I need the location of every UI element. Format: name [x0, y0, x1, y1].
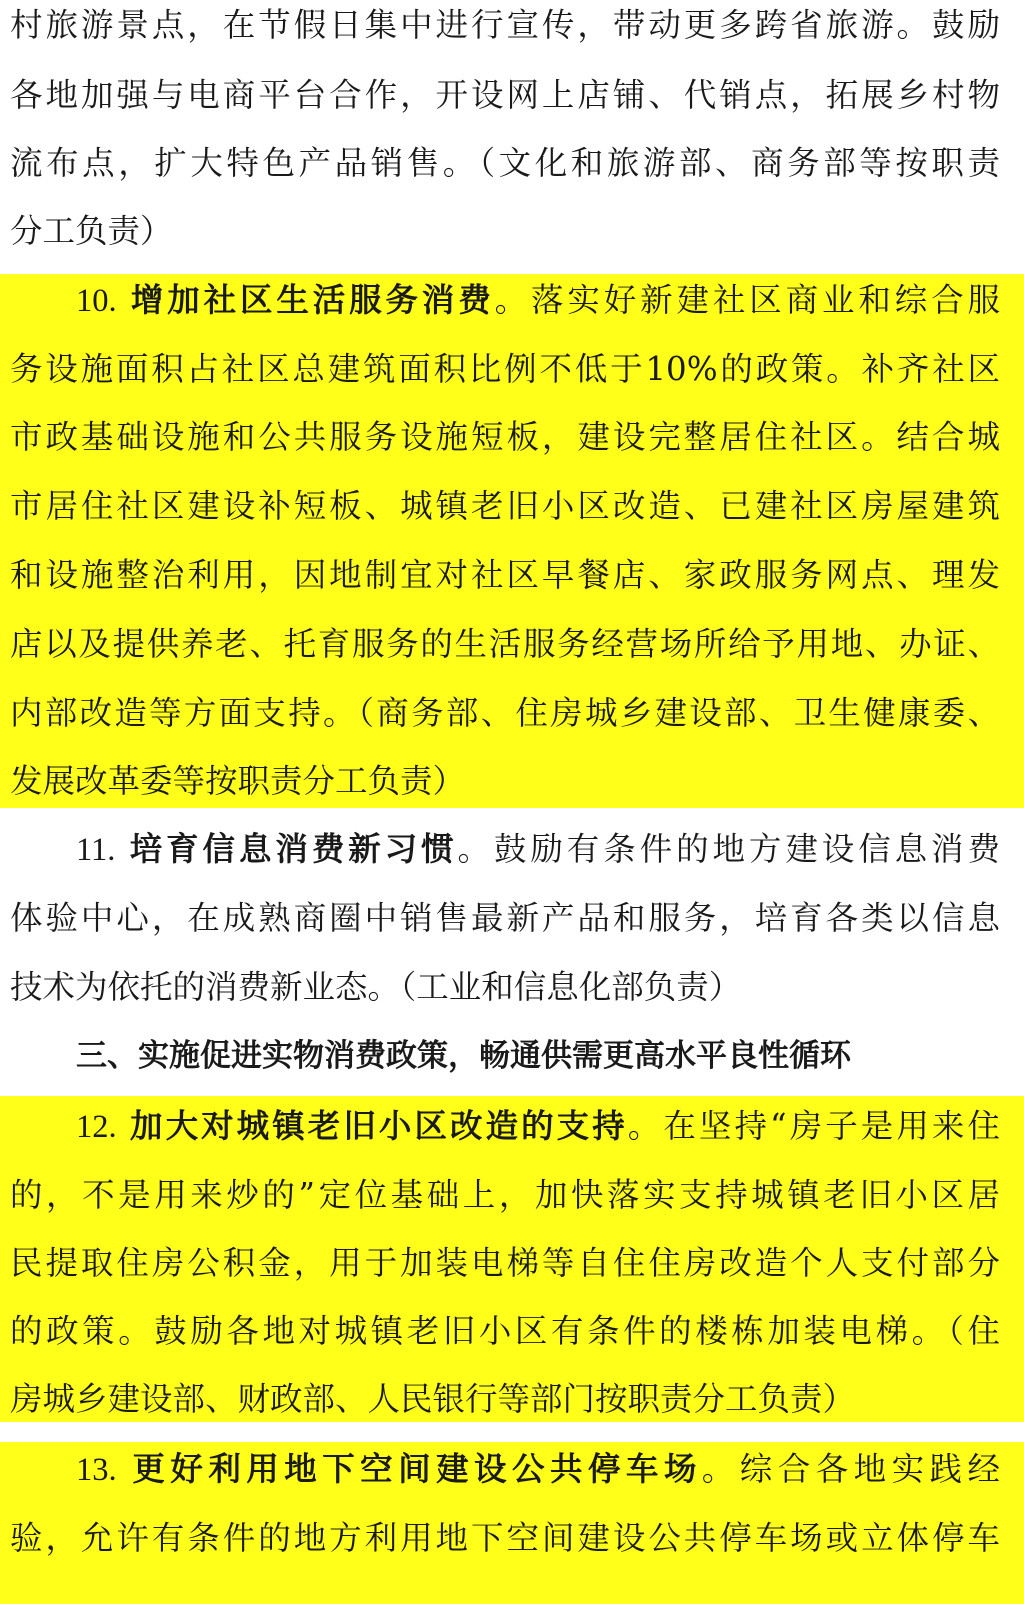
- item-title: 更好利用地下空间建设公共停车场: [132, 1449, 702, 1488]
- item-12-highlight: [0, 1096, 1024, 1422]
- item-first-line-text: 。落实好新建社区商业和综合服: [494, 281, 1000, 319]
- paragraph-line: 村旅游景点，在节假日集中进行宣传，带动更多跨省旅游。鼓励: [10, 6, 1000, 44]
- item-10-first-line: [76, 265, 1000, 335]
- item-first-line-text: 。在坚持“房子是用来住: [627, 1107, 1000, 1145]
- paragraph-line: 店以及提供养老、托育服务的生活服务经营场所给予用地、办证、: [10, 625, 1000, 663]
- paragraph-line: 流布点，扩大特色产品销售。（文化和旅游部、商务部等按职责: [10, 144, 1000, 182]
- paragraph-line: 市居住社区建设补短板、城镇老旧小区改造、已建社区房屋建筑: [10, 487, 1000, 525]
- item-13-first-line: [76, 1434, 1000, 1504]
- item-11: [0, 812, 1024, 1024]
- item-first-line-text: 。鼓励有条件的地方建设信息消费: [457, 830, 1000, 868]
- paragraph-line: 房城乡建设部、财政部、人民银行等部门按职责分工负责）: [10, 1380, 856, 1418]
- paragraph-line: 民提取住房公积金，用于加装电梯等自住住房改造个人支付部分: [10, 1244, 1000, 1282]
- paragraph-line: 务设施面积占社区总建筑面积比例不低于10%的政策。补齐社区: [10, 350, 1000, 388]
- paragraph-line: 体验中心，在成熟商圈中销售最新产品和服务，培育各类以信息: [10, 899, 1000, 937]
- item-number: 11.: [76, 832, 116, 868]
- paragraph-line: 的政策。鼓励各地对城镇老旧小区有条件的楼栋加装电梯。（住: [10, 1312, 1000, 1350]
- paragraph-line: 验，允许有条件的地方利用地下空间建设公共停车场或立体停车: [10, 1519, 1000, 1557]
- section-heading-block: [0, 1024, 1024, 1096]
- item-13-highlight: [0, 1442, 1024, 1604]
- paragraph-line: 发展改革委等按职责分工负责）: [10, 762, 466, 800]
- item-number: 10.: [76, 283, 117, 319]
- paragraph-line: 技术为依托的消费新业态。（工业和信息化部负责）: [10, 968, 742, 1006]
- item-number: 12.: [76, 1109, 117, 1145]
- item-number: 13.: [76, 1452, 117, 1488]
- section-heading: 三、实施促进实物消费政策，畅通供需更高水平良性循环: [76, 1038, 851, 1074]
- item-12-first-line: [76, 1091, 1000, 1161]
- paragraph-line: 的，不是用来炒的”定位基础上，加快落实支持城镇老旧小区居: [10, 1176, 1000, 1214]
- item-10-highlight: [0, 274, 1024, 808]
- paragraph-line: 和设施整治利用，因地制宜对社区早餐店、家政服务网点、理发: [10, 556, 1000, 594]
- item-title: 加大对城镇老旧小区改造的支持: [130, 1106, 628, 1145]
- item-title: 培育信息消费新习惯: [129, 829, 458, 868]
- paragraph-line: 市政基础设施和公共服务设施短板，建设完整居住社区。结合城: [10, 418, 1000, 456]
- item-11-first-line: [76, 814, 1000, 884]
- item-first-line-text: 。综合各地实践经: [701, 1450, 1000, 1488]
- paragraph-line: 各地加强与电商平台合作，开设网上店铺、代销点，拓展乡村物: [10, 76, 1000, 114]
- paragraph-line: 内部改造等方面支持。（商务部、住房城乡建设部、卫生健康委、: [10, 694, 1000, 732]
- paragraph-line: 分工负责）: [10, 212, 173, 250]
- item-9-tail: [0, 0, 1024, 270]
- item-title: 增加社区生活服务消费: [130, 280, 495, 319]
